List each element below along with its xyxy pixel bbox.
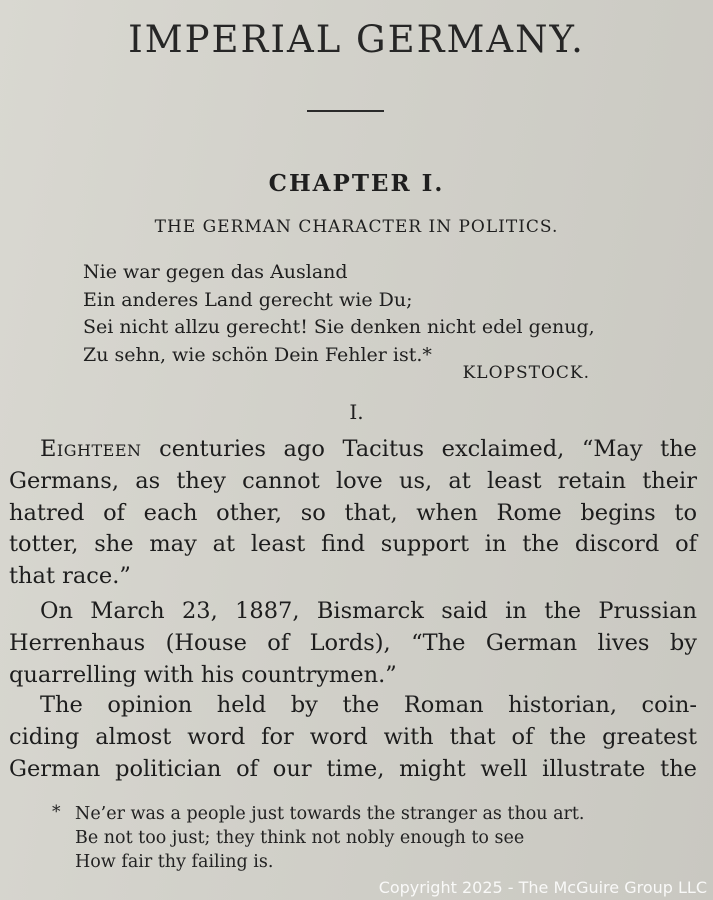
paragraph-1	[9, 434, 697, 593]
footnote-line: How fair thy failing is.	[75, 852, 274, 872]
footnote-line: Ne’er was a people just towards the stranger as thou art.	[75, 804, 585, 824]
book-title: IMPERIAL GERMANY.	[128, 18, 585, 61]
footnote-lines	[75, 802, 584, 874]
paragraph-3	[9, 690, 697, 785]
paragraph-line: totter, she may at least find support in the discord of	[9, 531, 697, 558]
footnote	[52, 802, 584, 874]
paragraph-line: quarrelling with his countrymen.”	[9, 661, 397, 688]
epigraph-line: Sei nicht allzu gerecht! Sie denken nicht edel genug,	[83, 316, 595, 338]
paragraph-line-text: centuries ago Tacitus exclaimed, “May the	[141, 436, 697, 462]
chapter-heading: CHAPTER I.	[268, 170, 445, 197]
paragraph-lead-word: Eighteen	[40, 436, 142, 462]
chapter-subtitle: THE GERMAN CHARACTER IN POLITICS.	[154, 217, 559, 237]
epigraph-author: KLOPSTOCK.	[462, 363, 590, 383]
epigraph-line: Nie war gegen das Ausland	[83, 261, 348, 283]
paragraph-line: ciding almost word for word with that of the greatest	[9, 723, 697, 750]
paragraph-line: Herrenhaus (House of Lords), “The German lives by	[9, 629, 697, 656]
section-numeral: I.	[349, 400, 364, 424]
paragraph-line: that race.”	[9, 563, 131, 590]
copyright-watermark: Copyright 2025 - The McGuire Group LLC	[378, 878, 707, 897]
paragraph-line	[9, 434, 697, 466]
epigraph-poem	[83, 259, 595, 369]
paragraph-line: German politician of our time, might well illustrate the	[9, 755, 697, 782]
paragraph-line: On March 23, 1887, Bismarck said in the Prussian	[40, 598, 697, 624]
title-rule	[307, 110, 384, 112]
epigraph-line: Zu sehn, wie schön Dein Fehler ist.*	[83, 343, 432, 366]
paragraph-line: The opinion held by the Roman historian, coin-	[40, 692, 697, 718]
paragraph-line: hatred of each other, so that, when Rome begins to	[9, 499, 697, 526]
paragraph-2	[9, 596, 697, 691]
footnote-marker: *	[52, 802, 61, 822]
epigraph-line: Ein anderes Land gerecht wie Du;	[83, 288, 413, 311]
paragraph-line: Germans, as they cannot love us, at least retain their	[9, 467, 697, 494]
footnote-line: Be not too just; they think not nobly enough to see	[75, 828, 525, 848]
